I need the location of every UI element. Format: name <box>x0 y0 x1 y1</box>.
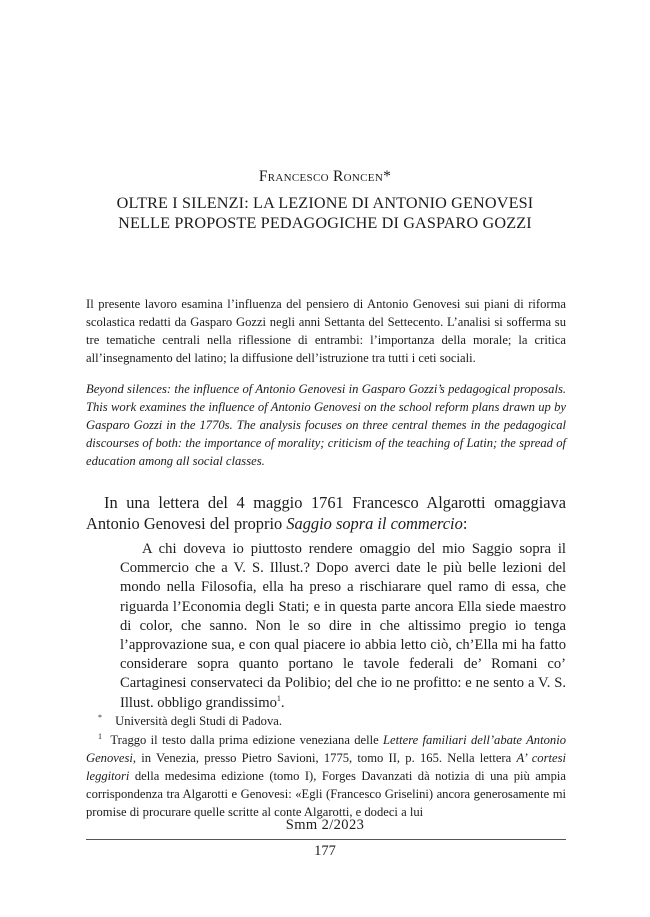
footnote-1-text-b: , in Venezia, presso Pietro Savioni, 1775, tomo II, p. 165. Nella lettera <box>132 751 517 765</box>
title-line-2: NELLE PROPOSTE PEDAGOGICHE DI GASPARO GOZZI <box>118 214 532 232</box>
footnote-1-mark: 1 <box>98 731 102 741</box>
footnote-1-text-a: Traggo il testo dalla prima edizione veneziana delle <box>110 733 384 747</box>
footnote-reference[interactable]: 1 <box>276 693 281 703</box>
footnote-1-italic-b: A’ cortesi leggitori <box>86 751 566 783</box>
block-quote <box>120 540 566 713</box>
abstract-italian: Il presente lavoro esamina l’influenza del pensiero di Antonio Genovesi sui piani di riforma scolastica redatti da Gasparo Gozzi negli anni Settanta del Settecento. L’analisi si sofferma su tre tematiche centrali nella riflessione di entrambi: l’importanza della morale; la critica all’insegnamento del latino; la diffusione dell’istruzione tra tutti i ceti sociali. <box>86 297 566 365</box>
article-author <box>0 168 650 186</box>
intro-end: : <box>462 514 468 533</box>
footnote-1 <box>86 731 566 821</box>
abstract-english: Beyond silences: the influence of Antonio Genovesi in Gasparo Gozzi’s pedagogical proposals. This work examines the influence of Antonio Genovesi on the school reform plans drawn up by Gasparo Gozzi in the 1770s. The analysis focuses on three central themes in the pedagogical discourses of both: the importance of morality; criticism of the teaching of Latin; the spread of education among all social classes. <box>86 382 566 468</box>
intro-italic-title: Saggio sopra il commercio <box>286 514 463 533</box>
footnote-affiliation: * Università degli Studi di Padova. <box>98 712 283 728</box>
footnote-1-italic-a: Lettere familiari dell’abate Antonio Genovesi <box>86 733 566 765</box>
article-title <box>70 193 580 233</box>
title-line-1: OLTRE I SILENZI: LA LEZIONE DI ANTONIO GENOVESI <box>116 194 534 212</box>
footnote-1-text-c: della medesima edizione (tomo I), Forges Davanzati dà notizia di una più ampia corrispondenza tra Algarotti e Genovesi: «Egli (Francesco Griselini) ancora generosamente mi promise di procurare quelle scritte al conte Algarotti, e dodeci a lui <box>86 769 566 819</box>
intro-text: In una lettera del 4 maggio 1761 Francesco Algarotti omaggiava Antonio Genovesi del proprio <box>86 493 566 533</box>
intro-paragraph <box>86 492 566 534</box>
quote-end: . <box>280 694 285 711</box>
author-footnote-mark: * <box>383 168 392 185</box>
page-number: 177 <box>314 843 336 859</box>
footnote-star-text: Università degli Studi di Padova. <box>115 714 283 728</box>
quote-text: A chi doveva io piuttosto rendere omaggio del mio Saggio sopra il Commercio che a V. S. Illust.? Dopo averci date le più belle lezioni del mondo nella Filosofia, ella ha preso a rischiarare quel ramo di essa, che riguarda l’Economia degli Stati; e in questa parte ancora Ella siede maestro di color, che sanno. Non le so dire in che altissimo pregio io tenga l’approvazione sua, e con qual piacere io abbia letto ciò, ch’Ella mi ha fatto considerare sopra quanto portano le tavole federali de’ Romani co’ Cartaginesi conservateci da Polibio; del che io ne profitto: e ne sento a V. S. Illust. obbligo grandissimo <box>120 541 566 711</box>
journal-issue: Smm 2/2023 <box>285 817 365 833</box>
footer-rule <box>86 839 566 840</box>
author-name: Francesco Roncen <box>258 168 384 185</box>
